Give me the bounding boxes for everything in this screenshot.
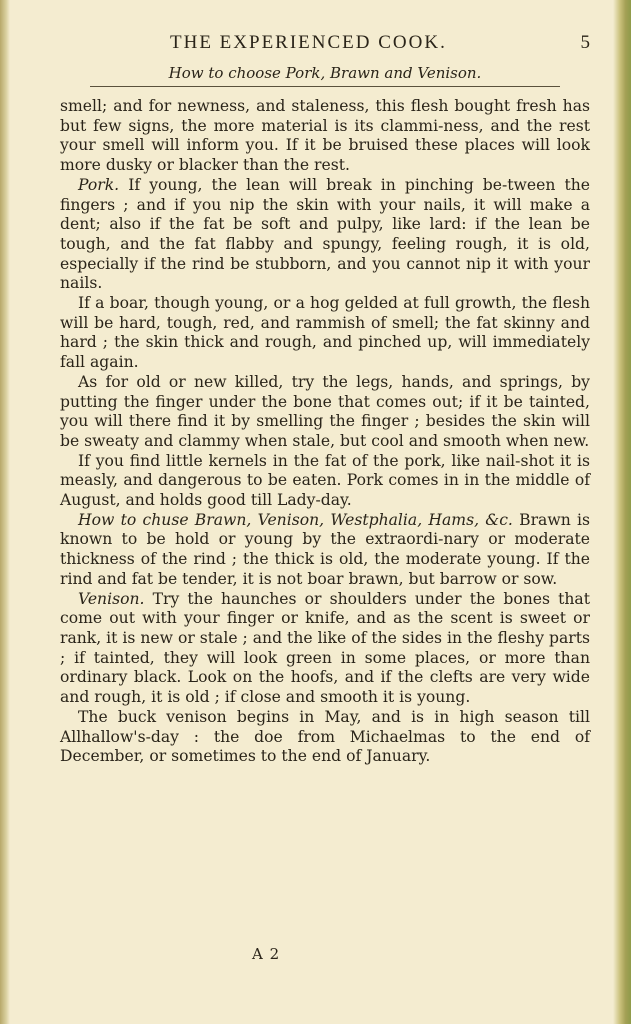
paragraph-lead: Pork. — [78, 175, 120, 194]
paragraph — [60, 373, 590, 452]
running-head — [60, 28, 590, 64]
body-text — [60, 97, 590, 767]
page-number: 5 — [580, 32, 590, 53]
paragraph — [60, 708, 590, 767]
paragraph — [60, 97, 590, 176]
paragraph-text: The buck venison begins in May, and is in high season till Allhallow's-day : the doe from Michaelmas to the end of December, or sometimes to the end of January. — [60, 707, 590, 766]
paragraph-text: If you find little kernels in the fat of the pork, like nail-shot it is measly, and dangerous to be eaten. Pork comes in in the middle of August, and holds good till Lady-day. — [60, 451, 590, 510]
book-page — [60, 0, 590, 767]
paragraph-text: Try the haunches or shoulders under the bones that come out with your finger or knife, and as the scent is sweet or rank, it is new or stale ; and the like of the sides in the fleshy parts ; if tainted, they will look green in some places, or more than ordinary black. Look on the hoofs, and if the clefts are very wide and rough, it is old ; if close and smooth it is young. — [60, 589, 590, 707]
paragraph — [60, 511, 590, 590]
running-title: THE EXPERIENCED COOK. — [170, 32, 447, 53]
paragraph — [60, 176, 590, 294]
paragraph-text: Brawn is known to be hold or young by the extraordi-nary or moderate thickness of the rind ; the thick is old, the moderate young. If the rind and fat be tender, it is not boar brawn, but barrow or sow. — [60, 510, 590, 588]
paragraph — [60, 294, 590, 373]
paragraph-lead: Venison. — [78, 589, 145, 608]
paragraph-lead: How to chuse Brawn, Venison, Westphalia, Hams, &c. — [78, 510, 513, 529]
paragraph — [60, 452, 590, 511]
page-edge-left — [0, 0, 10, 1024]
signature-mark: A 2 — [252, 945, 281, 963]
paragraph-text: smell; and for newness, and staleness, this flesh bought fresh has but few signs, the more material is its clammi-ness, and the rest your smell will inform you. If it be bruised these places will look more dusky or blacker than the rest. — [60, 97, 590, 175]
paragraph — [60, 590, 590, 708]
paragraph-text: As for old or new killed, try the legs, hands, and springs, by putting the finger under the bone that comes out; if it be tainted, you will there find it by smelling the finger ; besides the skin will be sweaty and clammy when stale, but cool and smooth when new. — [60, 372, 590, 450]
paragraph-text: If young, the lean will break in pinching be-tween the fingers ; and if you nip the skin with your nails, it will make a dent; also if the fat be soft and pulpy, like lard: if the lean be tough, and the fat flabby and spungy, feeling rough, it is old, especially if the rind be stubborn, and you cannot nip it with your nails. — [60, 175, 590, 293]
section-subhead: How to choose Pork, Brawn and Venison. — [90, 64, 560, 87]
paragraph-text: If a boar, though young, or a hog gelded at full growth, the flesh will be hard, tough, red, and rammish of smell; the fat skinny and hard ; the skin thick and rough, and pinched up, will immediately fall again. — [60, 294, 590, 372]
page-edge-right — [613, 0, 631, 1024]
